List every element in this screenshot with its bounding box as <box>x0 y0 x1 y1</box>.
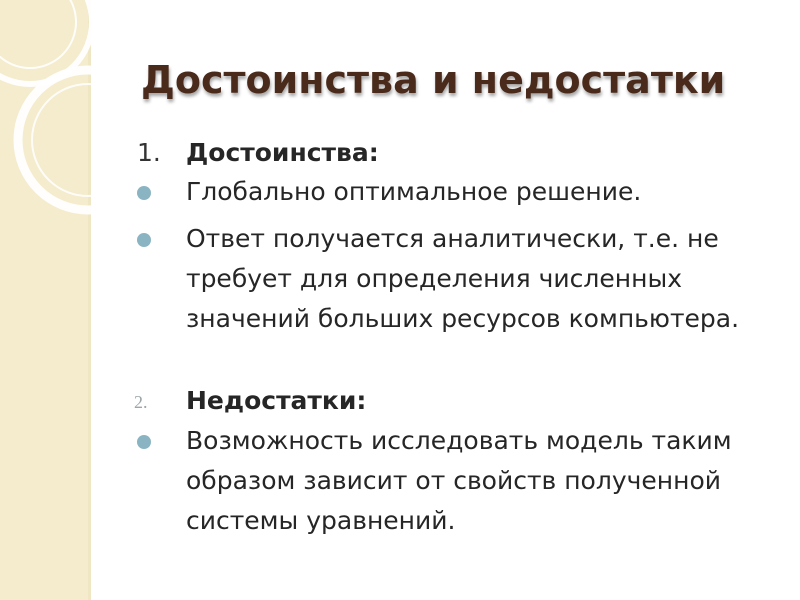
list-item-text: Ответ получается аналитически, т.е. не требует для определения численных значений больших ресурсов компьютера. <box>186 224 740 333</box>
list-item-label: Достоинства: <box>186 138 379 167</box>
slide-title: Достоинства и недостатки <box>141 58 726 102</box>
list-item-label: Недостатки: <box>186 386 367 415</box>
bullet-icon <box>137 186 151 200</box>
bullet-icon <box>137 233 151 247</box>
list-item-text: Глобально оптимальное решение. <box>186 177 642 206</box>
bullet-icon <box>137 435 151 449</box>
list-number: 2. <box>134 392 148 412</box>
list-number: 1. <box>137 138 161 167</box>
list-item-text: Возможность исследовать модель таким образом зависит от свойств полученной системы уравнений. <box>186 426 732 535</box>
